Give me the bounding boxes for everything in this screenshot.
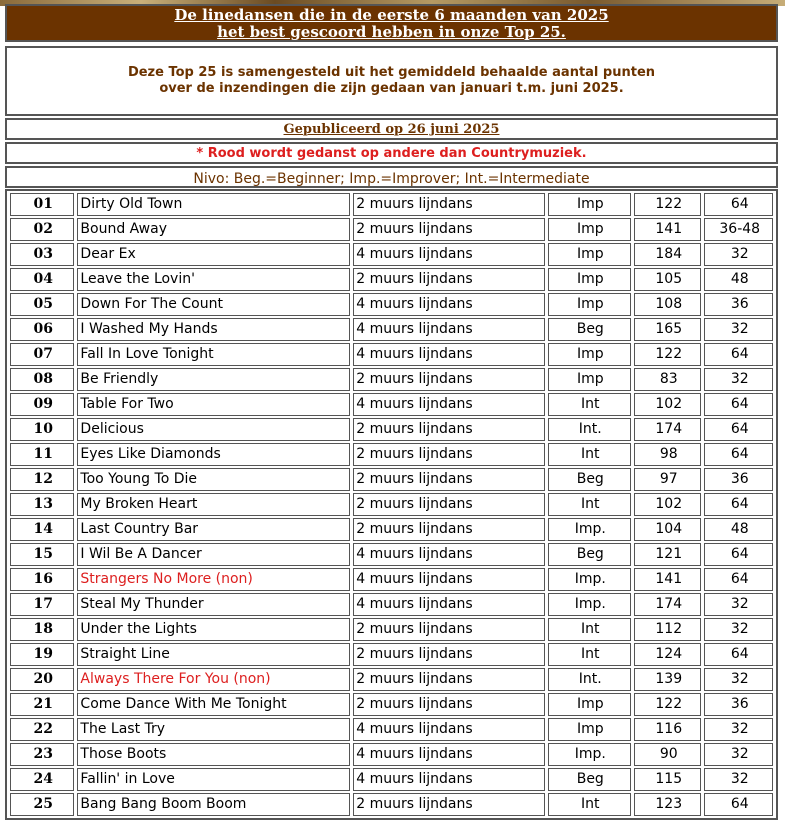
dance-type-cell: 2 muurs lijndans [353, 468, 544, 491]
table-row [10, 293, 773, 316]
level-cell: Imp [548, 343, 632, 366]
counts-cell: 32 [704, 368, 773, 391]
dance-title-cell: Bang Bang Boom Boom [77, 793, 350, 816]
table-row [10, 468, 773, 491]
dance-type-cell: 2 muurs lijndans [353, 268, 544, 291]
level-cell: Imp [548, 193, 632, 216]
level-cell: Imp [548, 718, 632, 741]
dance-title-cell: I Washed My Hands [77, 318, 350, 341]
counts-cell: 64 [704, 643, 773, 666]
dance-title-cell: Leave the Lovin' [77, 268, 350, 291]
rank-cell: 01 [10, 193, 74, 216]
rank-cell: 24 [10, 768, 74, 791]
points-cell: 122 [634, 193, 701, 216]
nivo-legend-text: Nivo: Beg.=Beginner; Imp.=Improver; Int.=Intermediate [193, 171, 590, 187]
rank-cell: 12 [10, 468, 74, 491]
counts-cell: 36 [704, 468, 773, 491]
level-cell: Imp. [548, 568, 632, 591]
dance-type-cell: 2 muurs lijndans [353, 618, 544, 641]
dance-title-cell: Straight Line [77, 643, 350, 666]
dance-type-cell: 2 muurs lijndans [353, 668, 544, 691]
rank-cell: 11 [10, 443, 74, 466]
level-cell: Imp. [548, 743, 632, 766]
table-row [10, 593, 773, 616]
points-cell: 112 [634, 618, 701, 641]
dance-title-cell: Under the Lights [77, 618, 350, 641]
level-cell: Imp [548, 368, 632, 391]
level-cell: Beg [548, 468, 632, 491]
points-cell: 98 [634, 443, 701, 466]
points-cell: 115 [634, 768, 701, 791]
counts-cell: 36 [704, 293, 773, 316]
rank-cell: 25 [10, 793, 74, 816]
dance-title-cell: Last Country Bar [77, 518, 350, 541]
points-cell: 123 [634, 793, 701, 816]
counts-cell: 32 [704, 243, 773, 266]
counts-cell: 64 [704, 543, 773, 566]
counts-cell: 32 [704, 743, 773, 766]
counts-cell: 64 [704, 418, 773, 441]
points-cell: 102 [634, 393, 701, 416]
nivo-legend-bar [5, 166, 778, 188]
rank-cell: 14 [10, 518, 74, 541]
table-row [10, 218, 773, 241]
dance-type-cell: 4 muurs lijndans [353, 318, 544, 341]
dance-title-cell: Down For The Count [77, 293, 350, 316]
points-cell: 141 [634, 568, 701, 591]
dance-type-cell: 4 muurs lijndans [353, 593, 544, 616]
level-cell: Imp. [548, 593, 632, 616]
rank-cell: 07 [10, 343, 74, 366]
dance-type-cell: 2 muurs lijndans [353, 218, 544, 241]
table-row [10, 743, 773, 766]
dance-title-cell: Fall In Love Tonight [77, 343, 350, 366]
rank-cell: 04 [10, 268, 74, 291]
counts-cell: 64 [704, 343, 773, 366]
points-cell: 122 [634, 693, 701, 716]
dance-type-cell: 2 muurs lijndans [353, 418, 544, 441]
level-cell: Beg [548, 768, 632, 791]
table-row [10, 343, 773, 366]
rank-cell: 10 [10, 418, 74, 441]
level-cell: Beg [548, 318, 632, 341]
level-cell: Imp [548, 293, 632, 316]
table-row [10, 268, 773, 291]
table-row [10, 368, 773, 391]
dance-title-cell: Be Friendly [77, 368, 350, 391]
points-cell: 105 [634, 268, 701, 291]
table-row [10, 543, 773, 566]
counts-cell: 32 [704, 668, 773, 691]
table-row [10, 243, 773, 266]
dance-type-cell: 4 muurs lijndans [353, 543, 544, 566]
table-row [10, 443, 773, 466]
counts-cell: 48 [704, 268, 773, 291]
counts-cell: 64 [704, 793, 773, 816]
rank-cell: 13 [10, 493, 74, 516]
rank-cell: 09 [10, 393, 74, 416]
points-cell: 174 [634, 418, 701, 441]
rank-cell: 23 [10, 743, 74, 766]
rank-cell: 05 [10, 293, 74, 316]
dance-title-cell: I Wil Be A Dancer [77, 543, 350, 566]
points-cell: 102 [634, 493, 701, 516]
dance-title-cell: The Last Try [77, 718, 350, 741]
counts-cell: 48 [704, 518, 773, 541]
header-line-1: De linedansen die in de eerste 6 maanden van 2025 [174, 6, 609, 24]
dance-type-cell: 2 muurs lijndans [353, 518, 544, 541]
points-cell: 104 [634, 518, 701, 541]
dance-title-cell: Table For Two [77, 393, 350, 416]
dance-title-cell: Eyes Like Diamonds [77, 443, 350, 466]
table-row [10, 768, 773, 791]
info-line-1: Deze Top 25 is samengesteld uit het gemiddeld behaalde aantal punten [127, 65, 656, 80]
rank-cell: 15 [10, 543, 74, 566]
page-header [5, 4, 778, 42]
table-row [10, 318, 773, 341]
level-cell: Int. [548, 668, 632, 691]
dance-type-cell: 2 muurs lijndans [353, 643, 544, 666]
dance-title-cell: Strangers No More (non) [77, 568, 350, 591]
rank-cell: 19 [10, 643, 74, 666]
dance-title-cell: Dirty Old Town [77, 193, 350, 216]
level-cell: Int [548, 393, 632, 416]
dance-title-cell: Dear Ex [77, 243, 350, 266]
counts-cell: 36 [704, 693, 773, 716]
red-note-text: * Rood wordt gedanst op andere dan Countrymuziek. [196, 146, 587, 161]
counts-cell: 32 [704, 718, 773, 741]
points-cell: 174 [634, 593, 701, 616]
points-cell: 108 [634, 293, 701, 316]
table-row [10, 718, 773, 741]
points-cell: 139 [634, 668, 701, 691]
level-cell: Int [548, 643, 632, 666]
counts-cell: 32 [704, 768, 773, 791]
rank-cell: 21 [10, 693, 74, 716]
points-cell: 184 [634, 243, 701, 266]
header-line-2: het best gescoord hebben in onze Top 25. [217, 23, 566, 41]
dance-title-cell: Delicious [77, 418, 350, 441]
table-row [10, 518, 773, 541]
counts-cell: 32 [704, 318, 773, 341]
level-cell: Int [548, 793, 632, 816]
published-bar [5, 118, 778, 140]
dance-type-cell: 2 muurs lijndans [353, 368, 544, 391]
dance-title-cell: My Broken Heart [77, 493, 350, 516]
points-cell: 141 [634, 218, 701, 241]
points-cell: 165 [634, 318, 701, 341]
points-cell: 90 [634, 743, 701, 766]
level-cell: Int [548, 618, 632, 641]
table-row [10, 668, 773, 691]
level-cell: Int. [548, 418, 632, 441]
counts-cell: 64 [704, 568, 773, 591]
points-cell: 122 [634, 343, 701, 366]
info-box [5, 46, 778, 116]
dance-type-cell: 4 muurs lijndans [353, 293, 544, 316]
level-cell: Imp [548, 693, 632, 716]
table-row [10, 193, 773, 216]
top25-table [5, 189, 778, 820]
counts-cell: 64 [704, 193, 773, 216]
dance-type-cell: 4 muurs lijndans [353, 393, 544, 416]
dance-title-cell: Fallin' in Love [77, 768, 350, 791]
table-row [10, 643, 773, 666]
table-row [10, 618, 773, 641]
level-cell: Int [548, 493, 632, 516]
dance-type-cell: 2 muurs lijndans [353, 493, 544, 516]
table-row [10, 418, 773, 441]
level-cell: Imp. [548, 518, 632, 541]
level-cell: Beg [548, 543, 632, 566]
dance-title-cell: Always There For You (non) [77, 668, 350, 691]
points-cell: 116 [634, 718, 701, 741]
rank-cell: 18 [10, 618, 74, 641]
dance-type-cell: 4 muurs lijndans [353, 718, 544, 741]
rank-cell: 17 [10, 593, 74, 616]
dance-type-cell: 4 muurs lijndans [353, 568, 544, 591]
points-cell: 83 [634, 368, 701, 391]
table-row [10, 393, 773, 416]
rank-cell: 16 [10, 568, 74, 591]
counts-cell: 32 [704, 593, 773, 616]
level-cell: Imp [548, 268, 632, 291]
rank-cell: 06 [10, 318, 74, 341]
dance-type-cell: 4 muurs lijndans [353, 243, 544, 266]
rank-cell: 08 [10, 368, 74, 391]
rank-cell: 20 [10, 668, 74, 691]
rank-cell: 02 [10, 218, 74, 241]
points-cell: 97 [634, 468, 701, 491]
counts-cell: 36-48 [704, 218, 773, 241]
dance-type-cell: 4 muurs lijndans [353, 743, 544, 766]
dance-type-cell: 2 muurs lijndans [353, 443, 544, 466]
published-date: Gepubliceerd op 26 juni 2025 [283, 122, 500, 137]
red-note-bar [5, 142, 778, 164]
table-row [10, 693, 773, 716]
dance-title-cell: Too Young To Die [77, 468, 350, 491]
level-cell: Imp [548, 218, 632, 241]
info-line-2: over de inzendingen die zijn gedaan van januari t.m. juni 2025. [159, 81, 624, 96]
table-row [10, 568, 773, 591]
level-cell: Int [548, 443, 632, 466]
counts-cell: 64 [704, 493, 773, 516]
dance-type-cell: 2 muurs lijndans [353, 793, 544, 816]
dance-type-cell: 2 muurs lijndans [353, 693, 544, 716]
dance-title-cell: Come Dance With Me Tonight [77, 693, 350, 716]
counts-cell: 32 [704, 618, 773, 641]
points-cell: 121 [634, 543, 701, 566]
dance-type-cell: 2 muurs lijndans [353, 193, 544, 216]
dance-title-cell: Those Boots [77, 743, 350, 766]
table-row [10, 493, 773, 516]
points-cell: 124 [634, 643, 701, 666]
rank-cell: 22 [10, 718, 74, 741]
level-cell: Imp [548, 243, 632, 266]
dance-title-cell: Bound Away [77, 218, 350, 241]
dance-title-cell: Steal My Thunder [77, 593, 350, 616]
counts-cell: 64 [704, 443, 773, 466]
dance-type-cell: 4 muurs lijndans [353, 768, 544, 791]
counts-cell: 64 [704, 393, 773, 416]
dance-type-cell: 4 muurs lijndans [353, 343, 544, 366]
table-row [10, 793, 773, 816]
rank-cell: 03 [10, 243, 74, 266]
